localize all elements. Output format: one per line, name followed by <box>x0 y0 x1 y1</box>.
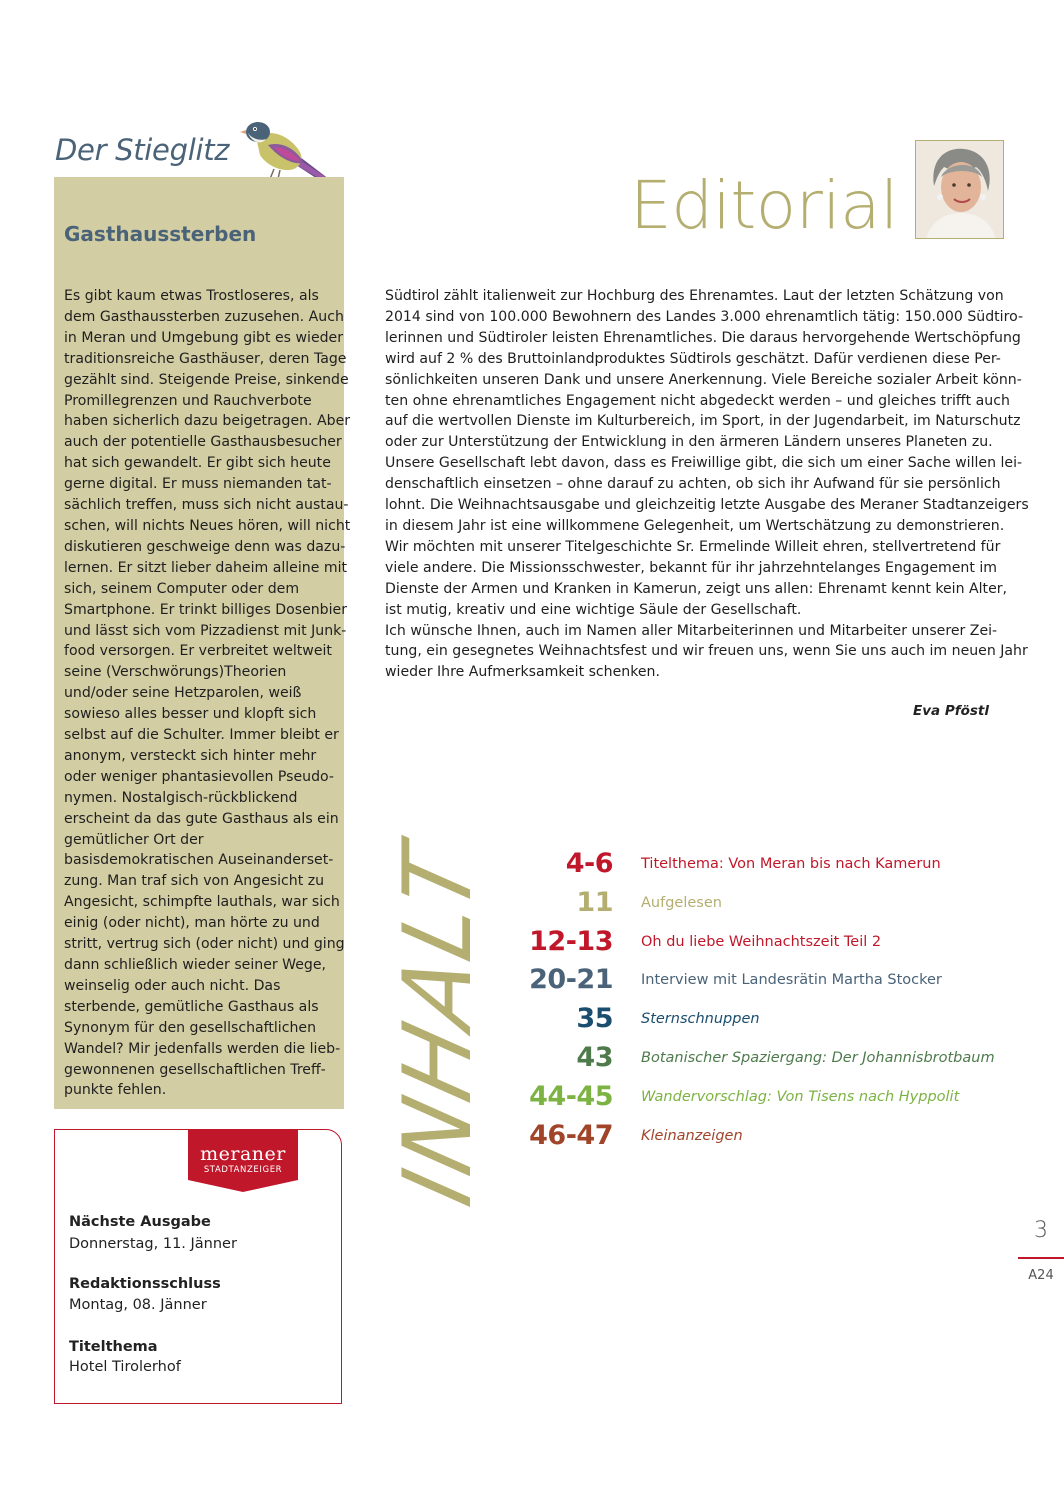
editorial-text-line: oder zur Unterstützung der Entwicklung in den ärmeren Ländern unseres Planeten zu. <box>385 434 993 451</box>
editorial-title: Editorial <box>630 167 898 244</box>
toc-entry-label: Aufgelesen <box>641 894 722 911</box>
info-label: Nächste Ausgabe <box>69 1214 211 1230</box>
editorial-text-line: ten ohne ehrenamtliches Engagement nicht abgedeckt werden – und gleiches trifft auch <box>385 392 1010 409</box>
editorial-text-line: sönlichkeiten unseren Dank und unsere Anerkennung. Viele Bereiche sozialer Arbeit könn- <box>385 371 1022 388</box>
toc-page-range: 35 <box>576 1003 613 1035</box>
column-text-line: Synonym für den gesellschaftlichen <box>64 1019 317 1036</box>
editorial-text-line: Südtirol zählt italienweit zur Hochburg des Ehrenamtes. Laut der letzten Schätzung von <box>385 288 1004 304</box>
toc-entry-label: Oh du liebe Weihnachtszeit Teil 2 <box>641 933 882 950</box>
column-text-line: Angesicht, schimpfte lauthals, war sich <box>64 894 340 911</box>
column-text-line: traditionsreiche Gasthäuser, deren Tage <box>64 350 347 367</box>
column-text-line: stritt, vertrug sich (oder nicht) und ging <box>64 936 345 953</box>
column-text-line: haben sicherlich dazu beigetragen. Aber <box>64 413 351 430</box>
column-text-line: oder weniger phantasievollen Pseudo- <box>64 768 334 785</box>
editorial-text-line: tung, ein gesegnetes Weihnachtsfest und wir freuen uns, wenn Sie uns auch im neuen Jahr <box>385 643 1028 660</box>
toc-entry-label: Botanischer Spaziergang: Der Johannisbrotbaum <box>641 1050 995 1066</box>
column-text-line: gerne digital. Er muss niemanden tat- <box>64 476 332 493</box>
editorial-body <box>385 286 1029 683</box>
toc-entry-label: Sternschnuppen <box>641 1011 760 1028</box>
toc-entry-label: Kleinanzeigen <box>641 1127 743 1144</box>
column-text-line: einig (oder nicht), man hörte zu und <box>64 915 320 932</box>
column-text-line: sächlich treffen, muss sich nicht austau- <box>64 497 349 514</box>
toc-page-range: 11 <box>576 886 613 918</box>
column-text-line: food versorgen. Er verbreitet weltweit <box>64 643 332 660</box>
column-text-line: Wandel? Mir jedenfalls werden die lieb- <box>64 1040 341 1057</box>
info-label: Titelthema <box>69 1339 158 1355</box>
column-text-line: sich, seinem Computer oder dem <box>64 580 300 597</box>
toc-page-range: 12-13 <box>529 925 613 957</box>
editorial-text-line: Dienste der Armen und Kranken in Kamerun, zeigt uns allen: Ehrenamt kennt kein Alter, <box>385 580 1008 597</box>
editorial-text-line: Ich wünsche Ihnen, auch im Namen aller Mitarbeiterinnen und Mitarbeiter unserer Zei- <box>385 622 998 639</box>
info-value: Donnerstag, 11. Jänner <box>69 1236 237 1252</box>
editorial-text-line: in diesem Jahr ist eine willkommene Gelegenheit, um Wertschätzung zu demonstrieren. <box>385 517 1005 534</box>
info-value: Hotel Tirolerhof <box>69 1359 181 1375</box>
column-text-line: weinselig oder auch nicht. Das <box>64 977 281 994</box>
editorial-text-line: lohnt. Die Weihnachtsausgabe und gleichzeitig letzte Ausgabe des Meraner Stadtanzeigers <box>385 497 1029 514</box>
column-text-line: auch der potentielle Gasthausbesucher <box>64 434 342 451</box>
column-text-line: sowieso alles besser und klopft sich <box>64 706 317 723</box>
editorial-signature: Eva Pföstl <box>913 703 989 719</box>
editorial-text-line: wieder Ihre Aufmerksamkeit schenken. <box>385 664 660 681</box>
page-code: A24 <box>1028 1268 1054 1283</box>
column-text-line: schen, will nichts Neues hören, will nicht <box>64 517 351 534</box>
page-number: 3 <box>1034 1218 1048 1243</box>
column-text-line: gezählt sind. Steigende Preise, sinkende <box>64 371 349 388</box>
inhalt-title: INHALT <box>384 833 493 1216</box>
column-section-title: Der Stieglitz <box>55 133 230 167</box>
editorial-text-line: 2014 sind von 100.000 Bewohnern des Landes 3.000 ehrenamtlich tätig: 150.000 Südtiro- <box>385 308 1024 325</box>
editorial-text-line: denschaftlich einsetzen – ohne darauf zu achten, ob sich ihr Aufwand für sie persönlich <box>385 476 1001 493</box>
toc-page-range: 46-47 <box>529 1119 613 1151</box>
column-text-line: gewonnenen gesellschaftlichen Treff- <box>64 1061 326 1078</box>
toc-page-range: 43 <box>576 1042 613 1073</box>
toc-page-range: 4-6 <box>565 848 613 879</box>
toc-entry-label: Wandervorschlag: Von Tisens nach Hyppolit <box>641 1088 960 1105</box>
toc-entry-label: Titelthema: Von Meran bis nach Kamerun <box>641 856 941 872</box>
column-heading: Gasthaussterben <box>64 222 257 246</box>
column-text-line: seine (Verschwörungs)Theorien <box>64 664 287 681</box>
column-text-line: und lässt sich vom Pizzadienst mit Junk- <box>64 622 347 639</box>
column-text-line: dem Gasthaussterben zuzusehen. Auch <box>64 308 344 325</box>
column-text-line: und/oder seine Hetzparolen, weiß <box>64 685 302 702</box>
editorial-text-line: lerinnen und Südtiroler leisten Ehrenamtliches. Die daraus hervorgehende Wertschöpfung <box>385 329 1021 346</box>
author-portrait <box>915 140 1004 239</box>
column-text-line: in Meran und Umgebung gibt es wieder <box>64 329 344 346</box>
column-text-line: diskutieren geschweige denn was dazu- <box>64 538 346 555</box>
info-label: Redaktionsschluss <box>69 1276 221 1292</box>
logo-main-text: meraner <box>200 1143 286 1165</box>
editorial-text-line: Wir möchten mit unserer Titelgeschichte Sr. Ermelinde Willeit ehren, stellvertretend für <box>385 538 1001 555</box>
column-body <box>64 286 351 1101</box>
column-text-line: basisdemokratischen Auseinanderset- <box>64 852 334 869</box>
editorial-text-line: Unsere Gesellschaft lebt davon, dass es Freiwillige gibt, die sich um einer Sache willen lei- <box>385 455 1023 472</box>
column-text-line: erscheint da das gute Gasthaus als ein <box>64 810 339 827</box>
editorial-text-line: wird auf 2 % des Bruttoinlandproduktes Südtirols geschätzt. Dafür verdienen diese Per- <box>385 350 1001 367</box>
toc-page-range: 44-45 <box>529 1080 613 1112</box>
toc-page-range: 20-21 <box>529 964 613 996</box>
logo-sub-text: STADTANZEIGER <box>203 1165 283 1175</box>
column-text-line: gemütlicher Ort der <box>64 831 204 848</box>
column-text-line: dann schließlich wieder seiner Wege, <box>64 957 327 973</box>
column-text-line: zung. Man traf sich von Angesicht zu <box>64 873 325 890</box>
column-text-line: punkte fehlen. <box>64 1082 167 1099</box>
column-text-line: anonym, versteckt sich hinter mehr <box>64 747 317 764</box>
editorial-text-line: auf die wertvollen Dienste im Kulturbereich, im Sport, in der Jugendarbeit, im Naturschutz <box>385 413 1021 430</box>
page-number-divider <box>1018 1257 1064 1259</box>
column-text-line: sterbende, gemütliche Gasthaus als <box>64 998 319 1015</box>
column-text-line: nymen. Nostalgisch-rückblickend <box>64 789 298 806</box>
column-text-line: selbst auf die Schulter. Immer bleibt er <box>64 727 339 744</box>
editorial-text-line: ist mutig, kreativ und eine wichtige Säule der Gesellschaft. <box>385 601 802 618</box>
column-text-line: lernen. Er sitzt lieber daheim alleine mit <box>64 559 348 576</box>
info-value: Montag, 08. Jänner <box>69 1297 207 1313</box>
column-text-line: hat sich gewandelt. Er gibt sich heute <box>64 455 331 472</box>
portrait-image <box>916 141 1004 239</box>
column-text-line: Smartphone. Er trinkt billiges Dosenbier <box>64 601 348 618</box>
toc-entry-label: Interview mit Landesrätin Martha Stocker <box>641 972 942 989</box>
column-text-line: Promillegrenzen und Rauchverbote <box>64 392 312 409</box>
editorial-text-line: viele andere. Die Missionsschwester, bekannt für ihr jahrzehntelanges Engagement im <box>385 559 997 576</box>
column-text-line: Es gibt kaum etwas Trostloseres, als <box>64 288 319 304</box>
